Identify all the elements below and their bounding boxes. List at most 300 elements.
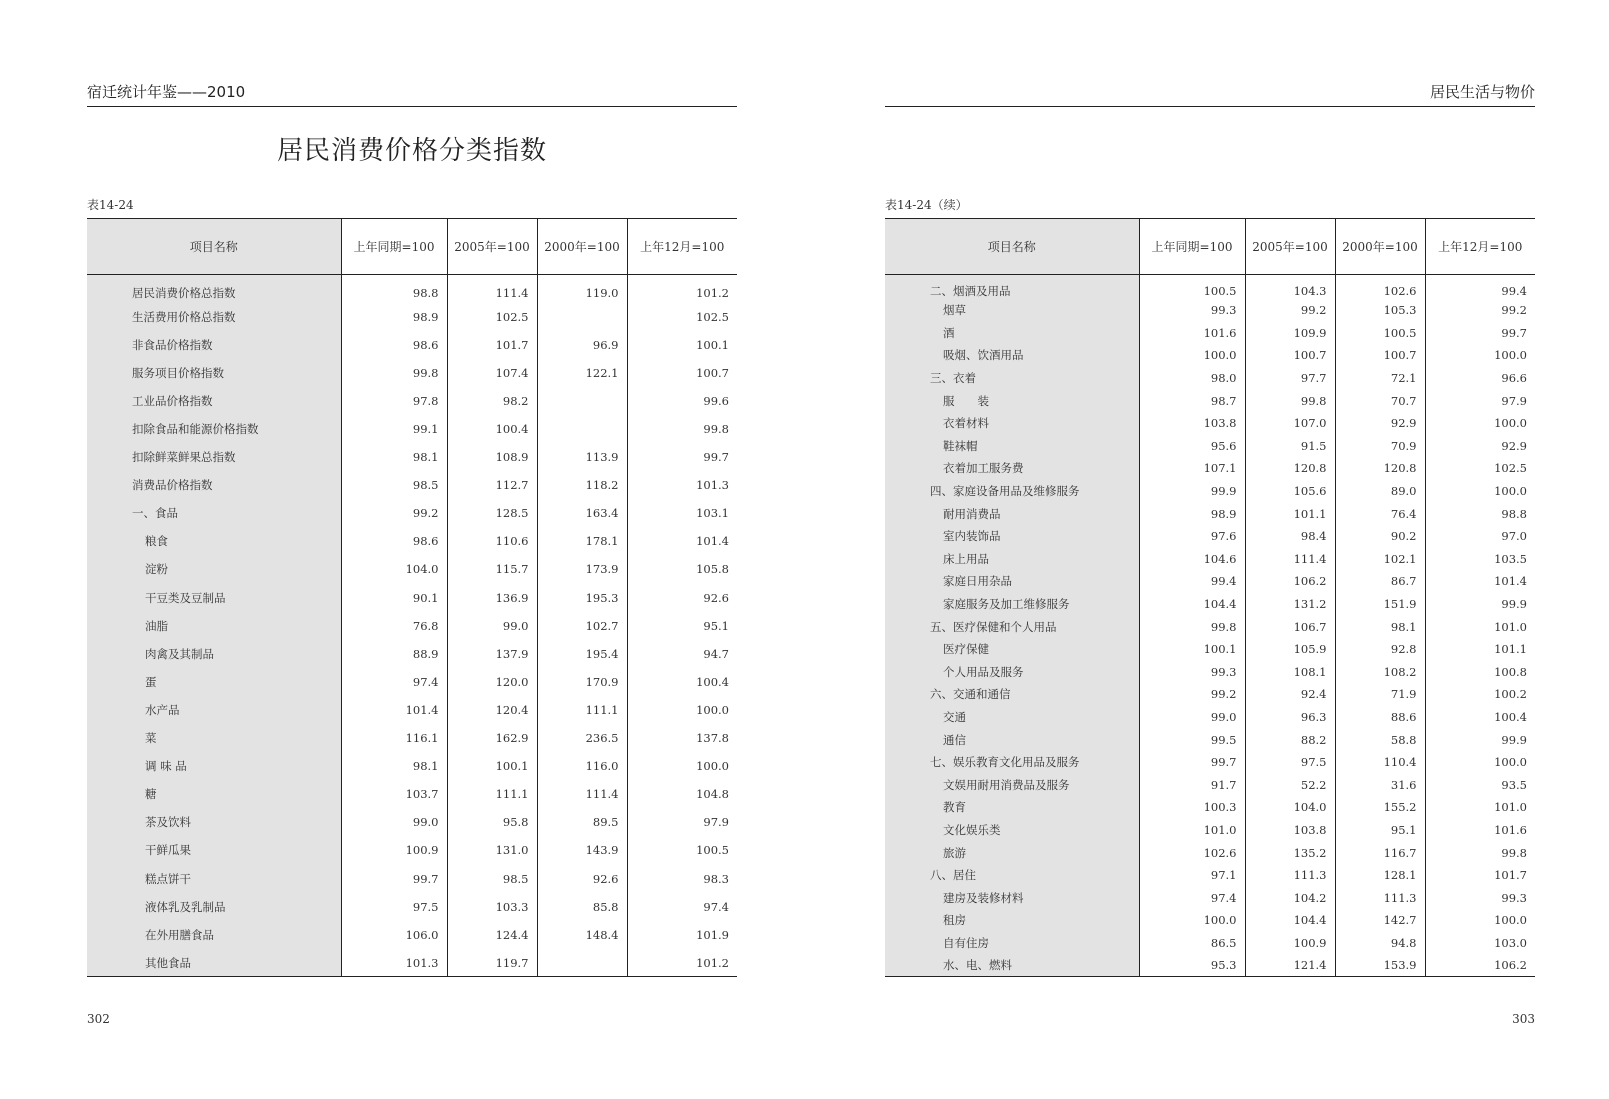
table-row: [885, 502, 1535, 525]
index-value: 98.8: [1425, 502, 1535, 525]
row-label: 肉禽及其制品: [87, 640, 341, 668]
index-value: 142.7: [1335, 909, 1425, 932]
index-value: 99.6: [627, 387, 737, 415]
index-value: [537, 303, 627, 331]
index-value: 100.3: [1139, 796, 1245, 819]
index-value: 98.5: [341, 471, 447, 499]
left-page: [87, 0, 737, 1099]
index-value: 106.2: [1425, 954, 1535, 977]
index-value: 103.8: [1139, 412, 1245, 435]
table-row: [885, 728, 1535, 751]
index-value: 121.4: [1245, 954, 1335, 977]
row-label: 家庭服务及加工维修服务: [885, 593, 1139, 616]
index-value: 95.3: [1139, 954, 1245, 977]
index-value: 101.6: [1425, 819, 1535, 842]
index-value: 111.4: [1245, 548, 1335, 571]
page-number: 302: [87, 1012, 110, 1026]
row-label: 消费品价格指数: [87, 471, 341, 499]
row-label: 蛋: [87, 668, 341, 696]
index-value: 116.1: [341, 724, 447, 752]
index-value: 100.0: [627, 696, 737, 724]
index-value: 98.1: [341, 752, 447, 780]
index-value: 97.6: [1139, 525, 1245, 548]
row-label: 六、交通和通信: [885, 683, 1139, 706]
row-label: 其他食品: [87, 949, 341, 977]
index-value: 31.6: [1335, 773, 1425, 796]
index-value: 107.0: [1245, 412, 1335, 435]
index-value: 98.0: [1139, 367, 1245, 390]
index-value: 90.2: [1335, 525, 1425, 548]
index-value: 108.1: [1245, 661, 1335, 684]
row-label: 交通: [885, 706, 1139, 729]
index-value: 109.9: [1245, 322, 1335, 345]
index-value: 98.1: [341, 443, 447, 471]
index-value: 70.9: [1335, 435, 1425, 458]
index-value: 98.5: [447, 864, 537, 892]
index-value: 104.2: [1245, 886, 1335, 909]
index-value: 91.7: [1139, 773, 1245, 796]
index-value: 99.8: [1245, 389, 1335, 412]
index-value: 106.0: [341, 921, 447, 949]
index-value: 100.7: [627, 359, 737, 387]
row-label: 粮食: [87, 527, 341, 555]
index-value: 99.7: [1425, 322, 1535, 345]
index-value: 92.4: [1245, 683, 1335, 706]
table-row: [885, 932, 1535, 955]
index-value: 104.0: [341, 555, 447, 583]
index-value: 107.4: [447, 359, 537, 387]
index-value: 99.1: [341, 415, 447, 443]
column-header-prev-dec: 上年12月=100: [1425, 219, 1535, 275]
table-row: [885, 819, 1535, 842]
index-value: 99.3: [1139, 661, 1245, 684]
index-value: 162.9: [447, 724, 537, 752]
table-row: [885, 886, 1535, 909]
index-value: 99.9: [1139, 480, 1245, 503]
index-value: 99.9: [1425, 593, 1535, 616]
row-label: 三、衣着: [885, 367, 1139, 390]
index-value: 111.4: [447, 275, 537, 303]
index-value: 88.6: [1335, 706, 1425, 729]
index-value: 97.1: [1139, 864, 1245, 887]
index-value: 98.6: [341, 527, 447, 555]
table-row: [885, 525, 1535, 548]
row-label: 水、电、燃料: [885, 954, 1139, 977]
index-value: 91.5: [1245, 435, 1335, 458]
row-label: 家庭日用杂品: [885, 570, 1139, 593]
table-row: [885, 480, 1535, 503]
index-value: 111.3: [1335, 886, 1425, 909]
table-row: [87, 724, 737, 752]
index-value: 99.2: [341, 499, 447, 527]
index-value: 110.6: [447, 527, 537, 555]
table-row: [885, 909, 1535, 932]
index-value: 99.2: [1245, 299, 1335, 322]
row-label: 非食品价格指数: [87, 331, 341, 359]
row-label: 衣着材料: [885, 412, 1139, 435]
table-row: [87, 527, 737, 555]
index-value: 102.1: [1335, 548, 1425, 571]
index-value: 105.9: [1245, 638, 1335, 661]
index-value: 102.6: [1335, 275, 1425, 300]
index-value: 90.1: [341, 584, 447, 612]
index-value: 88.2: [1245, 728, 1335, 751]
row-label: 干鲜瓜果: [87, 836, 341, 864]
column-header-2005: 2005年=100: [447, 219, 537, 275]
row-label: 液体乳及乳制品: [87, 893, 341, 921]
index-value: 100.0: [1139, 344, 1245, 367]
index-value: 173.9: [537, 555, 627, 583]
index-value: 97.4: [1139, 886, 1245, 909]
index-value: 100.0: [1425, 344, 1535, 367]
index-value: 100.5: [627, 836, 737, 864]
row-label: 五、医疗保健和个人用品: [885, 615, 1139, 638]
table-header-row: [885, 219, 1535, 275]
table-row: [885, 954, 1535, 977]
index-value: 99.2: [1425, 299, 1535, 322]
index-value: 99.8: [1425, 841, 1535, 864]
index-value: 58.8: [1335, 728, 1425, 751]
table-number: 表14-24（续）: [885, 198, 968, 212]
index-value: 108.9: [447, 443, 537, 471]
index-value: [537, 415, 627, 443]
index-value: 178.1: [537, 527, 627, 555]
row-label: 八、居住: [885, 864, 1139, 887]
table-row: [87, 949, 737, 977]
row-label: 七、娱乐教育文化用品及服务: [885, 751, 1139, 774]
column-header-prev-year: 上年同期=100: [341, 219, 447, 275]
index-value: 98.7: [1139, 389, 1245, 412]
index-value: 122.1: [537, 359, 627, 387]
row-label: 水产品: [87, 696, 341, 724]
index-value: 96.9: [537, 331, 627, 359]
row-label: 糕点饼干: [87, 864, 341, 892]
index-value: 155.2: [1335, 796, 1425, 819]
index-value: 100.4: [447, 415, 537, 443]
row-label: 茶及饮料: [87, 808, 341, 836]
table-row: [885, 615, 1535, 638]
row-label: 油脂: [87, 612, 341, 640]
index-value: 113.9: [537, 443, 627, 471]
index-value: 101.3: [341, 949, 447, 977]
row-label: 文化娱乐类: [885, 819, 1139, 842]
index-value: 128.5: [447, 499, 537, 527]
index-value: 94.8: [1335, 932, 1425, 955]
index-value: 102.5: [447, 303, 537, 331]
index-value: 103.8: [1245, 819, 1335, 842]
index-value: 96.3: [1245, 706, 1335, 729]
index-value: 100.9: [1245, 932, 1335, 955]
index-value: 111.4: [537, 780, 627, 808]
index-value: 99.0: [1139, 706, 1245, 729]
index-value: 95.1: [1335, 819, 1425, 842]
index-value: 108.2: [1335, 661, 1425, 684]
table-row: [885, 275, 1535, 300]
index-value: 135.2: [1245, 841, 1335, 864]
index-value: 100.4: [627, 668, 737, 696]
table-row: [87, 499, 737, 527]
index-value: 95.6: [1139, 435, 1245, 458]
row-label: 个人用品及服务: [885, 661, 1139, 684]
index-value: 119.0: [537, 275, 627, 303]
table-row: [885, 299, 1535, 322]
table-row: [87, 864, 737, 892]
index-value: 100.0: [1139, 909, 1245, 932]
index-value: 103.1: [627, 499, 737, 527]
table-row: [87, 387, 737, 415]
index-value: 148.4: [537, 921, 627, 949]
table-row: [885, 751, 1535, 774]
running-head-right: [885, 84, 1535, 107]
row-label: 烟草: [885, 299, 1139, 322]
index-value: 118.2: [537, 471, 627, 499]
index-value: 70.7: [1335, 389, 1425, 412]
table-row: [885, 389, 1535, 412]
index-value: 99.9: [1425, 728, 1535, 751]
index-value: 100.2: [1425, 683, 1535, 706]
index-value: 97.5: [1245, 751, 1335, 774]
index-value: 120.4: [447, 696, 537, 724]
table-row: [885, 841, 1535, 864]
row-label: 租房: [885, 909, 1139, 932]
row-label: 文娱用耐用消费品及服务: [885, 773, 1139, 796]
index-value: 101.0: [1425, 615, 1535, 638]
index-value: 101.7: [1425, 864, 1535, 887]
row-label: 扣除食品和能源价格指数: [87, 415, 341, 443]
index-value: 104.3: [1245, 275, 1335, 300]
index-value: 98.9: [341, 303, 447, 331]
row-label: 干豆类及豆制品: [87, 584, 341, 612]
index-value: 76.4: [1335, 502, 1425, 525]
index-value: 92.9: [1425, 435, 1535, 458]
index-value: 115.7: [447, 555, 537, 583]
index-value: 99.0: [447, 612, 537, 640]
index-value: 89.0: [1335, 480, 1425, 503]
index-value: 101.0: [1139, 819, 1245, 842]
index-value: 101.0: [1425, 796, 1535, 819]
table-row: [87, 893, 737, 921]
index-value: 99.7: [341, 864, 447, 892]
index-value: 101.4: [1425, 570, 1535, 593]
index-value: 99.0: [341, 808, 447, 836]
index-value: 86.7: [1335, 570, 1425, 593]
index-value: 72.1: [1335, 367, 1425, 390]
index-value: 99.3: [1139, 299, 1245, 322]
table-row: [87, 921, 737, 949]
index-value: 99.8: [627, 415, 737, 443]
index-value: 98.6: [341, 331, 447, 359]
index-value: 102.6: [1139, 841, 1245, 864]
row-label: 建房及装修材料: [885, 886, 1139, 909]
index-value: 120.8: [1335, 457, 1425, 480]
index-value: 163.4: [537, 499, 627, 527]
index-value: 98.8: [341, 275, 447, 303]
table-row: [87, 836, 737, 864]
index-value: 93.5: [1425, 773, 1535, 796]
index-value: 131.0: [447, 836, 537, 864]
row-label: 酒: [885, 322, 1139, 345]
table-row: [885, 548, 1535, 571]
index-value: 106.2: [1245, 570, 1335, 593]
table-row: [87, 331, 737, 359]
index-value: 119.7: [447, 949, 537, 977]
row-label: 鞋袜帽: [885, 435, 1139, 458]
right-page: [885, 0, 1535, 1099]
table-row: [87, 612, 737, 640]
table-header-row: [87, 219, 737, 275]
index-value: 100.4: [1425, 706, 1535, 729]
index-value: 104.4: [1245, 909, 1335, 932]
index-value: 99.7: [627, 443, 737, 471]
index-value: 97.4: [341, 668, 447, 696]
index-value: 100.1: [447, 752, 537, 780]
table-row: [87, 303, 737, 331]
index-value: 98.9: [1139, 502, 1245, 525]
column-header-item: 项目名称: [87, 219, 341, 275]
index-value: 97.8: [341, 387, 447, 415]
index-value: 100.0: [1425, 751, 1535, 774]
index-value: 94.7: [627, 640, 737, 668]
index-value: 100.0: [1425, 480, 1535, 503]
index-value: 116.0: [537, 752, 627, 780]
index-value: 101.4: [341, 696, 447, 724]
row-label: 服务项目价格指数: [87, 359, 341, 387]
index-value: 98.2: [447, 387, 537, 415]
table-row: [87, 584, 737, 612]
index-value: 101.7: [447, 331, 537, 359]
table-row: [87, 808, 737, 836]
index-value: 107.1: [1139, 457, 1245, 480]
table-row: [885, 344, 1535, 367]
row-label: 自有住房: [885, 932, 1139, 955]
row-label: 糖: [87, 780, 341, 808]
table-row: [885, 638, 1535, 661]
index-value: 97.4: [627, 893, 737, 921]
index-value: 103.5: [1425, 548, 1535, 571]
table-row: [885, 773, 1535, 796]
table-row: [885, 661, 1535, 684]
row-label: 淀粉: [87, 555, 341, 583]
table-row: [87, 696, 737, 724]
index-value: 101.2: [627, 275, 737, 303]
index-value: 76.8: [341, 612, 447, 640]
index-value: 99.4: [1139, 570, 1245, 593]
row-label: 教育: [885, 796, 1139, 819]
index-value: 104.8: [627, 780, 737, 808]
index-value: 128.1: [1335, 864, 1425, 887]
index-value: 98.3: [627, 864, 737, 892]
index-value: 106.7: [1245, 615, 1335, 638]
index-value: 96.6: [1425, 367, 1535, 390]
index-value: 101.2: [627, 949, 737, 977]
index-value: 103.3: [447, 893, 537, 921]
index-value: 89.5: [537, 808, 627, 836]
index-value: 86.5: [1139, 932, 1245, 955]
row-label: 在外用膳食品: [87, 921, 341, 949]
table-row: [885, 593, 1535, 616]
index-value: 101.1: [1425, 638, 1535, 661]
index-value: 103.7: [341, 780, 447, 808]
table-row: [87, 668, 737, 696]
index-value: 92.8: [1335, 638, 1425, 661]
table-row: [885, 683, 1535, 706]
table-row: [87, 640, 737, 668]
row-label: 服 装: [885, 389, 1139, 412]
index-value: 97.5: [341, 893, 447, 921]
index-value: 99.4: [1425, 275, 1535, 300]
table-row: [87, 275, 737, 303]
index-value: 97.9: [627, 808, 737, 836]
column-header-2000: 2000年=100: [537, 219, 627, 275]
index-value: 100.0: [1425, 909, 1535, 932]
index-value: 102.5: [627, 303, 737, 331]
table-row: [885, 457, 1535, 480]
table-row: [885, 412, 1535, 435]
table-row: [87, 752, 737, 780]
index-value: 111.1: [447, 780, 537, 808]
index-value: 111.3: [1245, 864, 1335, 887]
index-value: 151.9: [1335, 593, 1425, 616]
index-value: 92.9: [1335, 412, 1425, 435]
index-value: 120.0: [447, 668, 537, 696]
table-row: [87, 443, 737, 471]
index-value: 99.5: [1139, 728, 1245, 751]
row-label: 室内装饰品: [885, 525, 1139, 548]
table-row: [885, 864, 1535, 887]
row-label: 四、家庭设备用品及维修服务: [885, 480, 1139, 503]
index-value: 116.7: [1335, 841, 1425, 864]
index-value: 95.8: [447, 808, 537, 836]
index-value: 195.3: [537, 584, 627, 612]
column-header-2005: 2005年=100: [1245, 219, 1335, 275]
index-value: 104.0: [1245, 796, 1335, 819]
row-label: 生活费用价格总指数: [87, 303, 341, 331]
table-row: [87, 415, 737, 443]
index-value: 105.8: [627, 555, 737, 583]
table-row: [885, 570, 1535, 593]
index-value: 102.5: [1425, 457, 1535, 480]
page-number: 303: [1512, 1012, 1535, 1026]
index-value: 103.0: [1425, 932, 1535, 955]
column-header-prev-year: 上年同期=100: [1139, 219, 1245, 275]
table-row: [885, 796, 1535, 819]
table-row: [87, 359, 737, 387]
index-value: 52.2: [1245, 773, 1335, 796]
row-label: 耐用消费品: [885, 502, 1139, 525]
index-value: [537, 949, 627, 977]
row-label: 菜: [87, 724, 341, 752]
row-label: 工业品价格指数: [87, 387, 341, 415]
index-value: 99.8: [341, 359, 447, 387]
index-value: 92.6: [627, 584, 737, 612]
index-value: 98.4: [1245, 525, 1335, 548]
index-value: 71.9: [1335, 683, 1425, 706]
row-label: 居民消费价格总指数: [87, 275, 341, 303]
index-value: 98.1: [1335, 615, 1425, 638]
index-value: 236.5: [537, 724, 627, 752]
table-row: [87, 471, 737, 499]
index-value: 137.9: [447, 640, 537, 668]
table-row: [87, 555, 737, 583]
index-value: 101.4: [627, 527, 737, 555]
index-value: 100.1: [627, 331, 737, 359]
index-value: 97.9: [1425, 389, 1535, 412]
index-value: 99.3: [1425, 886, 1535, 909]
row-label: 医疗保健: [885, 638, 1139, 661]
price-index-table-continued: [885, 218, 1535, 977]
index-value: 100.7: [1335, 344, 1425, 367]
index-value: 92.6: [537, 864, 627, 892]
